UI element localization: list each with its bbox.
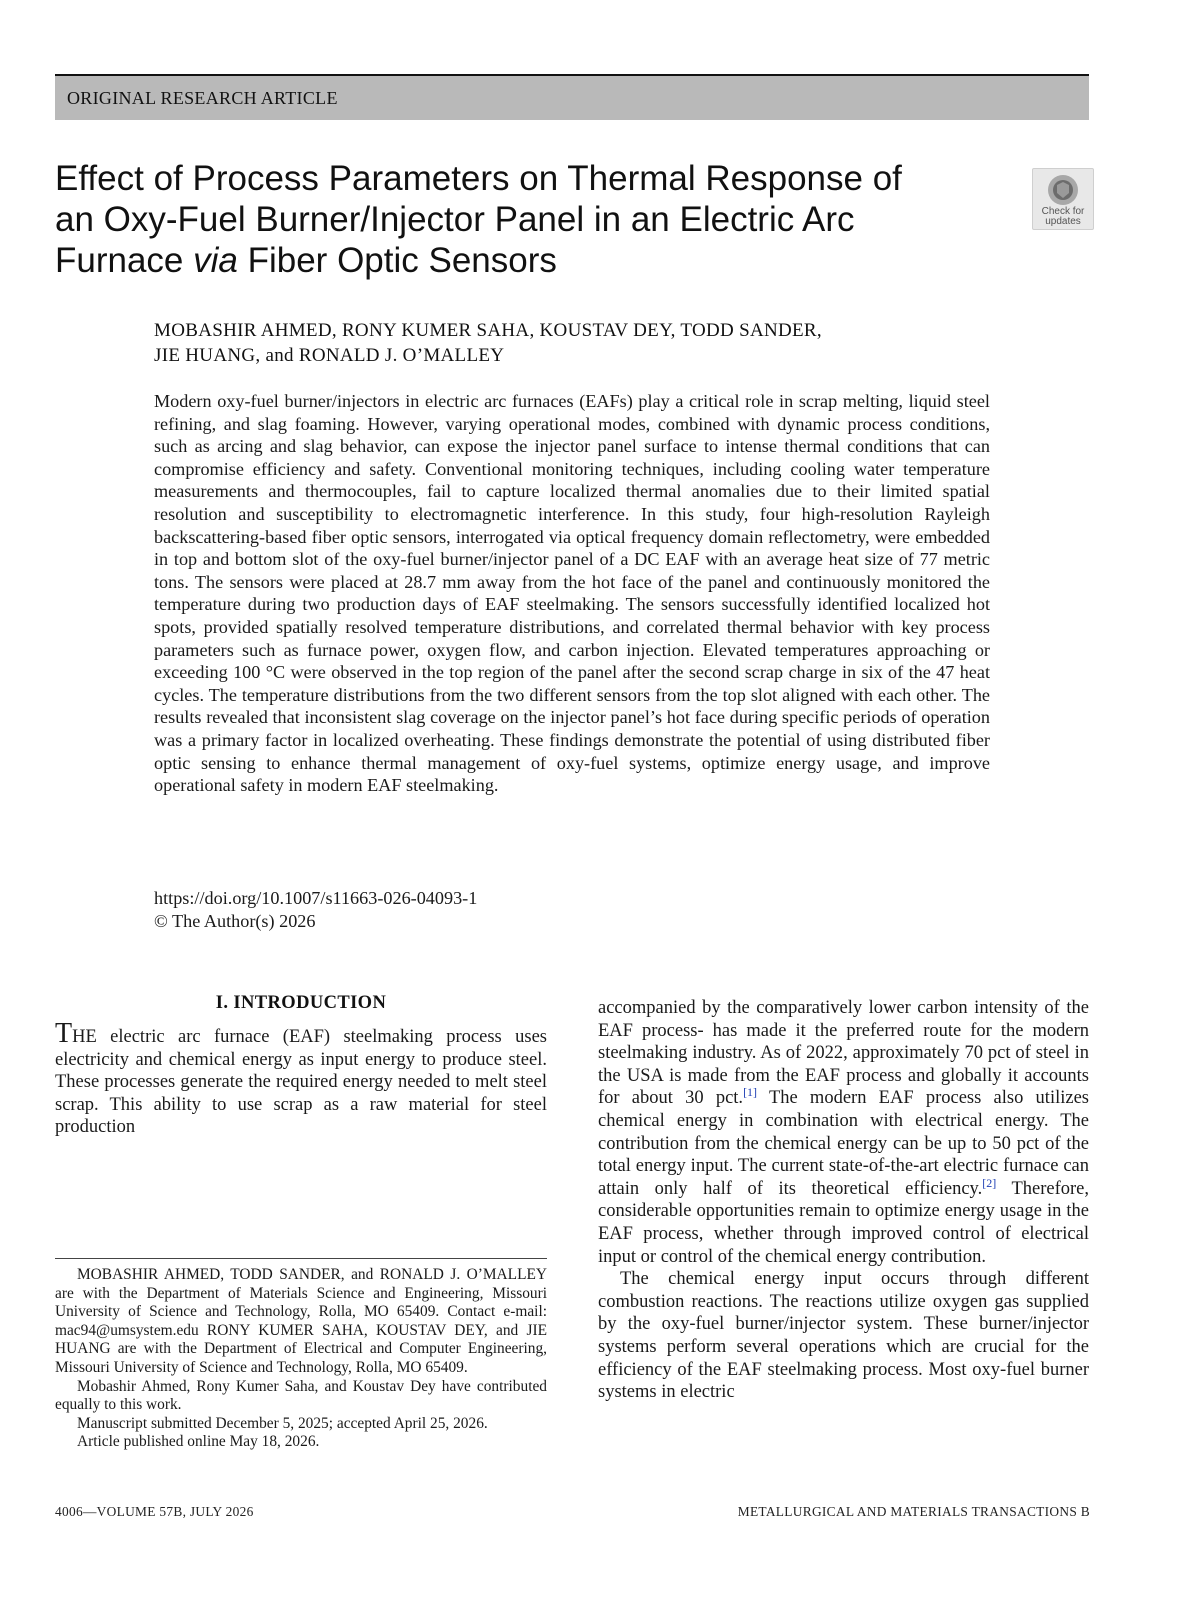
section-heading-introduction: I. INTRODUCTION [215,993,387,1013]
left-column [55,993,547,1139]
check-for-updates-line1: Check for [1041,206,1085,217]
article-title [55,158,935,281]
title-text-italic: via [193,241,238,280]
check-for-updates-line2: updates [1045,216,1081,227]
drop-cap: T [55,1018,73,1049]
page-footer-volume: 4006—VOLUME 57B, JULY 2026 [55,1504,254,1519]
article-type-banner [55,74,1089,120]
footnote-submitted: Manuscript submitted December 5, 2025; accepted April 25, 2026. [77,1414,488,1432]
footnote-published: Article published online May 18, 2026. [77,1433,320,1451]
intro-paragraph-1-cont-a: accompanied by the comparatively lower carbon intensity of the EAF process- has made it the preferred route for the modern steelmaking industry. As of 2022, approximately 70 pct of steel in the USA is made from the EAF process and globally it accounts for about 30 pct. [598,998,1089,1109]
check-for-updates-icon [1046,173,1080,207]
article-type-label: ORIGINAL RESEARCH ARTICLE [67,88,338,108]
page-footer-journal: METALLURGICAL AND MATERIALS TRANSACTIONS B [737,1504,1090,1519]
footnote-affiliations: MOBASHIR AHMED, TODD SANDER, and RONALD J. O’MALLEY are with the Department of Materials Science and Engineering, Missouri University of Science and Technology, Rolla, MO 65409. Contact e-mail: mac94@umsystem.edu RONY KUMER SAHA, KOUSTAV DEY, and JIE HUANG are with the Department of Electrical and Computer Engineering, Missouri University of Science and Technology, Rolla, MO 65409. [55,1266,547,1376]
author-line-1: MOBASHIR AHMED, RONY KUMER SAHA, KOUSTAV DEY, TODD SANDER, [154,320,822,341]
title-text-part2: Fiber Optic Sensors [237,241,557,280]
doi-link[interactable]: https://doi.org/10.1007/s11663-026-04093-1 [154,888,478,908]
author-line-2: JIE HUANG, and RONALD J. O’MALLEY [154,345,505,366]
intro-paragraph-1-continued [598,997,1089,1268]
author-list [154,318,994,368]
copyright-notice: © The Author(s) 2026 [154,911,316,931]
citation-ref-1[interactable]: [1] [743,1085,758,1100]
abstract: Modern oxy-fuel burner/injectors in electric arc furnaces (EAFs) play a critical role in scrap melting, liquid steel refining, and slag foaming. However, varying operational modes, combined with dynamic process conditions, such as arcing and slag behavior, can expose the injector panel surface to intense thermal conditions that can compromise efficiency and safety. Conventional monitoring techniques, including cooling water temperature measurements and thermocouples, fail to capture localized thermal anomalies due to their limited spatial resolution and susceptibility to electromagnetic interference. In this study, four high-resolution Rayleigh backscattering-based fiber optic sensors, interrogated via optical frequency domain reflectometry, were embedded in top and bottom slot of the oxy-fuel burner/injector panel of a DC EAF with an average heat size of 77 metric tons. The sensors were placed at 28.7 mm away from the hot face of the panel and continuously monitored the temperature during two production days of EAF steelmaking. The sensors successfully identified localized hot spots, provided spatially resolved temperature distributions, and correlated thermal behavior with key process parameters such as furnace power, oxygen flow, and carbon injection. Elevated temperatures approaching or exceeding 100 °C were observed in the top region of the panel after the second scrap charge in six of the 47 heat cycles. The temperature distributions from the two different sensors from the top slot aligned with each other. The results revealed that inconsistent slag coverage on the injector panel’s hot face during specific periods of operation was a primary factor in localized overheating. These findings demonstrate the potential of using distributed fiber optic sensing to enhance thermal management of oxy-fuel systems, optimize energy usage, and improve operational safety in modern EAF steelmaking. [154,391,990,796]
title-text-part1: Effect of Process Parameters on Thermal Response of an Oxy-Fuel Burner/Injector Panel in an Electric Arc Furnace [55,159,902,280]
doi-block [154,887,754,933]
intro-paragraph-1-cont-c: Therefore, considerable opportunities remain to optimize energy usage in the EAF process, whether through improved control of electrical input or control of the chemical energy contribution. [598,1178,1089,1267]
intro-paragraph-1-cont-b: The modern EAF process also utilizes chemical energy in combination with electrical energy. The contribution from the chemical energy can be up to 50 pct of the total energy input. The current state-of-the-art electric furnace can attain only half of its theoretical efficiency. [598,1088,1089,1199]
check-for-updates-badge[interactable] [1032,168,1094,230]
intro-paragraph-1-text: HE electric arc furnace (EAF) steelmaking process uses electricity and chemical energy as input energy to produce steel. These processes generate the required energy needed to melt steel scrap. This ability to use scrap as a raw material for steel production [55,1027,547,1138]
footnote-equal-contribution: Mobashir Ahmed, Rony Kumer Saha, and Koustav Dey have contributed equally to this work. [55,1377,547,1414]
intro-paragraph-1 [55,1018,547,1139]
citation-ref-2[interactable]: [2] [982,1175,997,1190]
intro-paragraph-2: The chemical energy input occurs through different combustion reactions. The reactions utilize oxygen gas supplied by the oxy-fuel burner/injector system. These burner/injector systems perform several operations which are crucial for the efficiency of the EAF steelmaking process. Most oxy-fuel burner systems in electric [598,1269,1089,1403]
footnotes [55,1266,547,1452]
right-column [598,997,1089,1404]
footnote-divider [55,1258,547,1259]
